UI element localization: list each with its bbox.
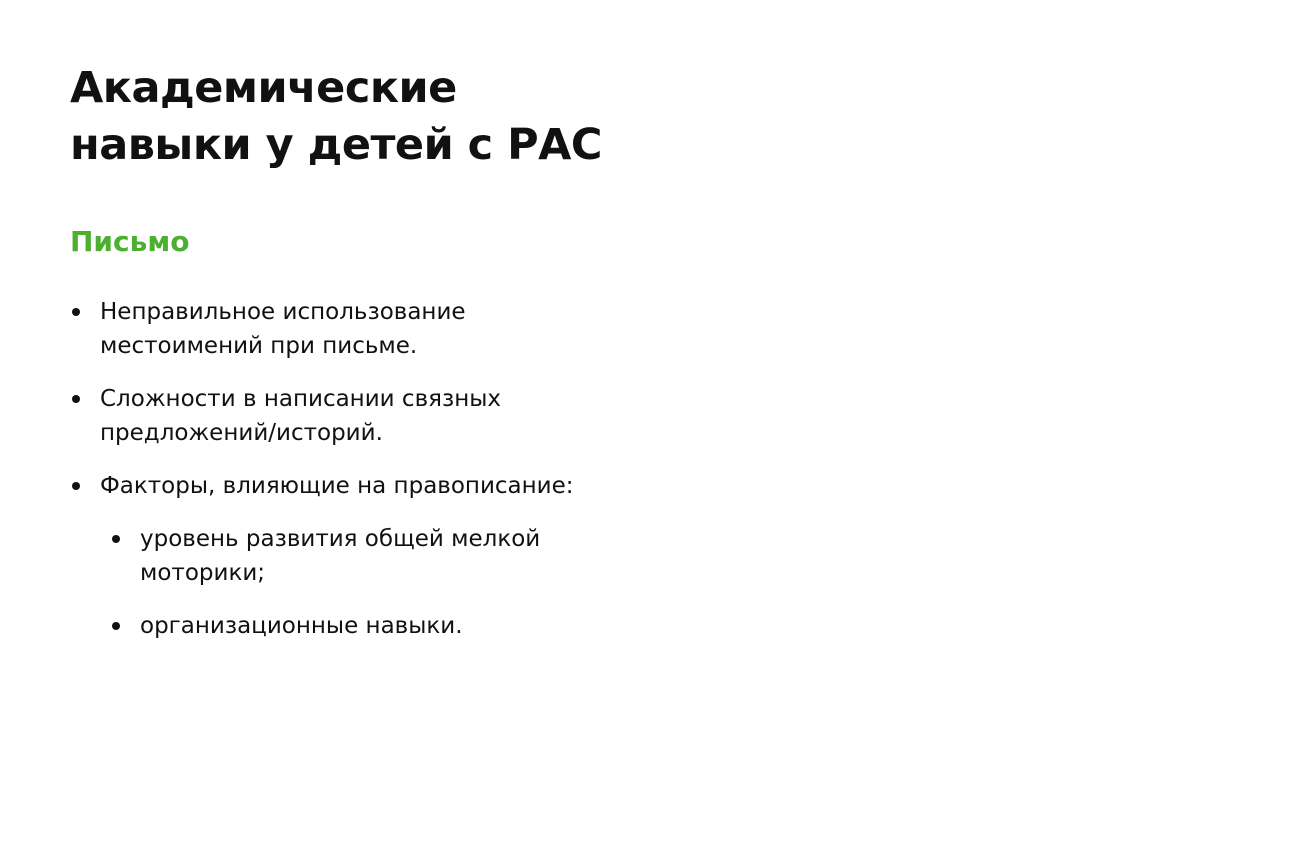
slide-title-line-2: навыки у детей с РАС xyxy=(70,120,602,170)
list-item-line: Факторы, влияющие на правописание: xyxy=(100,473,574,499)
list-item-line: уровень развития общей мелкой xyxy=(140,526,541,552)
list-item-line: организационные навыки. xyxy=(140,613,463,639)
list-item-line: предложений/историй. xyxy=(100,420,383,446)
list-item xyxy=(70,469,690,503)
section-heading: Письмо xyxy=(70,225,190,258)
bullet-list xyxy=(70,295,690,662)
list-item-text xyxy=(100,295,690,363)
list-item-text xyxy=(140,522,690,590)
bullet-icon xyxy=(72,395,80,403)
sub-list-item xyxy=(110,522,690,590)
list-item xyxy=(70,295,690,363)
slide-title-line-1: Академические xyxy=(70,63,457,113)
list-item-line: Сложности в написании связных xyxy=(100,386,502,412)
bullet-icon xyxy=(112,622,120,630)
list-item-text xyxy=(100,382,690,450)
list-item-text xyxy=(100,469,690,503)
bullet-icon xyxy=(72,482,80,490)
list-item-line: моторики; xyxy=(140,560,266,586)
list-item-line: Неправильное использование xyxy=(100,299,466,325)
bullet-icon xyxy=(112,535,120,543)
list-item-text xyxy=(140,609,690,643)
sub-list-item xyxy=(110,609,690,643)
slide-title xyxy=(70,60,770,174)
list-item-line: местоимений при письме. xyxy=(100,333,418,359)
bullet-icon xyxy=(72,308,80,316)
list-item xyxy=(70,382,690,450)
